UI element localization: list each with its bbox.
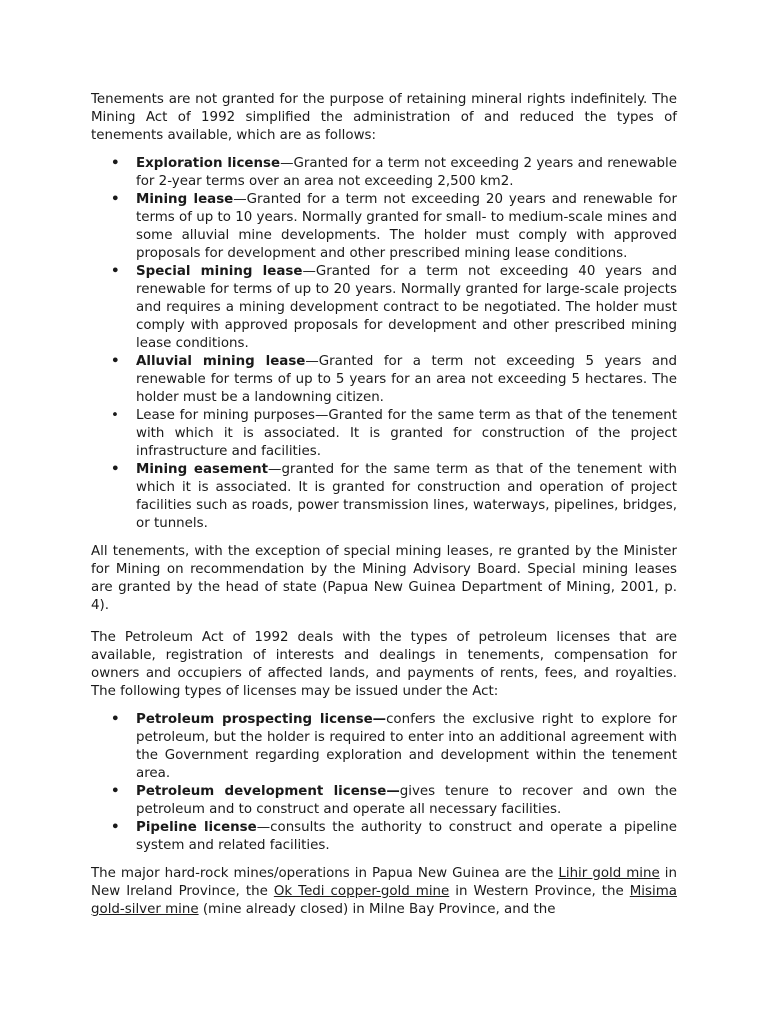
list-item-petroleum-development-license — [91, 783, 677, 819]
list-item-alluvial-mining-lease — [91, 353, 677, 407]
lihir-gold-mine-link[interactable]: Lihir gold mine — [558, 866, 660, 881]
term-description: —Granted for a term not exceeding 40 years and renewable for terms of up to 20 years. Normally granted for large-scale projects and requires a mining development contract to be negotiated. The holder must comply with approved proposals for development and other prescribed mining lease conditions. — [136, 264, 677, 351]
term-description: —Granted for a term not exceeding 20 years and renewable for terms of up to 10 years. Normally granted for small- to medium-scale mines and some alluvial mine developments. The holder must comply with approved proposals for development and other prescribed mining lease conditions. — [136, 192, 677, 261]
bullet-icon: • — [111, 192, 120, 207]
mines-text-1: The major hard-rock mines/operations in Papua New Guinea are the — [91, 866, 559, 881]
bullet-icon: • — [111, 712, 120, 727]
term-label: Mining lease — [136, 192, 234, 207]
list-item-petroleum-prospecting-license — [91, 711, 677, 783]
list-item-lease-for-mining-purposes — [91, 407, 677, 461]
list-item-special-mining-lease — [91, 263, 677, 353]
list-item-mining-lease — [91, 191, 677, 263]
term-label: Special mining lease — [136, 264, 303, 279]
petroleum-paragraph: The Petroleum Act of 1992 deals with the types of petroleum licenses that are available, registration of interests and dealings in tenements, compensation for owners and occupiers of affected lands, and payments of rents, fees, and royalties. The following types of licenses may be issued under the Act: — [91, 630, 677, 699]
list-item-exploration-license — [91, 155, 677, 191]
tenement-list — [91, 155, 677, 533]
bullet-icon: • — [111, 784, 120, 799]
term-description: gives tenure to recover and own the petroleum and to construct and operate all necessary facilities. — [136, 784, 677, 817]
bullet-icon: • — [111, 462, 120, 477]
term-label: Mining easement — [136, 462, 269, 477]
term-label: Alluvial mining lease — [136, 354, 306, 369]
bullet-icon: • — [111, 354, 120, 369]
term-label: Pipeline license — [136, 820, 257, 835]
ok-tedi-mine-link[interactable]: Ok Tedi copper-gold mine — [273, 884, 450, 899]
bullet-icon: • — [111, 820, 120, 835]
document-page — [91, 91, 677, 919]
intro-paragraph: Tenements are not granted for the purpose of retaining mineral rights indefinitely. The Mining Act of 1992 simplified the administration of and reduced the types of tenements available, which are as follows: — [91, 92, 677, 143]
term-label: Exploration license — [136, 156, 281, 171]
license-list — [91, 711, 677, 855]
term-description: —granted for the same term as that of the tenement with which it is associated. It is granted for construction and operation of project facilities such as roads, power transmission lines, waterways, pipelines, bridges, or tunnels. — [136, 462, 677, 531]
mines-text-3: in Western Province, the — [449, 884, 630, 899]
misima-mine-link[interactable]: Misima gold-silver mine — [91, 884, 677, 917]
bullet-icon: • — [111, 264, 120, 279]
mines-text-2: in New Ireland Province, the — [91, 866, 677, 899]
list-item-mining-easement — [91, 461, 677, 533]
term-description: —Granted for a term not exceeding 5 years and renewable for terms of up to 5 years for an area not exceeding 5 hectares. The holder must be a landowning citizen. — [136, 354, 678, 405]
term-description: Lease for mining purposes—Granted for the same term as that of the tenement with which it is associated. It is granted for construction of the project infrastructure and facilities. — [136, 408, 677, 459]
term-label: Petroleum development license— — [136, 784, 400, 799]
term-description: —consults the authority to construct and operate a pipeline system and related facilities. — [136, 820, 678, 853]
bullet-icon: • — [111, 156, 120, 171]
bullet-icon: • — [111, 408, 119, 423]
term-description: —Granted for a term not exceeding 2 years and renewable for 2-year terms over an area not exceeding 2,500 km2. — [136, 156, 677, 189]
minister-paragraph: All tenements, with the exception of special mining leases, re granted by the Minister for Mining on recommendation by the Mining Advisory Board. Special mining leases are granted by the head of state (Papua New Guinea Department of Mining, 2001, p. 4). — [91, 544, 677, 613]
major-mines-paragraph — [91, 865, 677, 919]
term-label: Petroleum prospecting license— — [136, 712, 387, 727]
mines-text-4: (mine already closed) in Milne Bay Province, and the — [198, 902, 556, 917]
list-item-pipeline-license — [91, 819, 677, 855]
term-description: confers the exclusive right to explore for petroleum, but the holder is required to enter into an additional agreement with the Government regarding exploration and development within the tenement area. — [136, 712, 677, 781]
